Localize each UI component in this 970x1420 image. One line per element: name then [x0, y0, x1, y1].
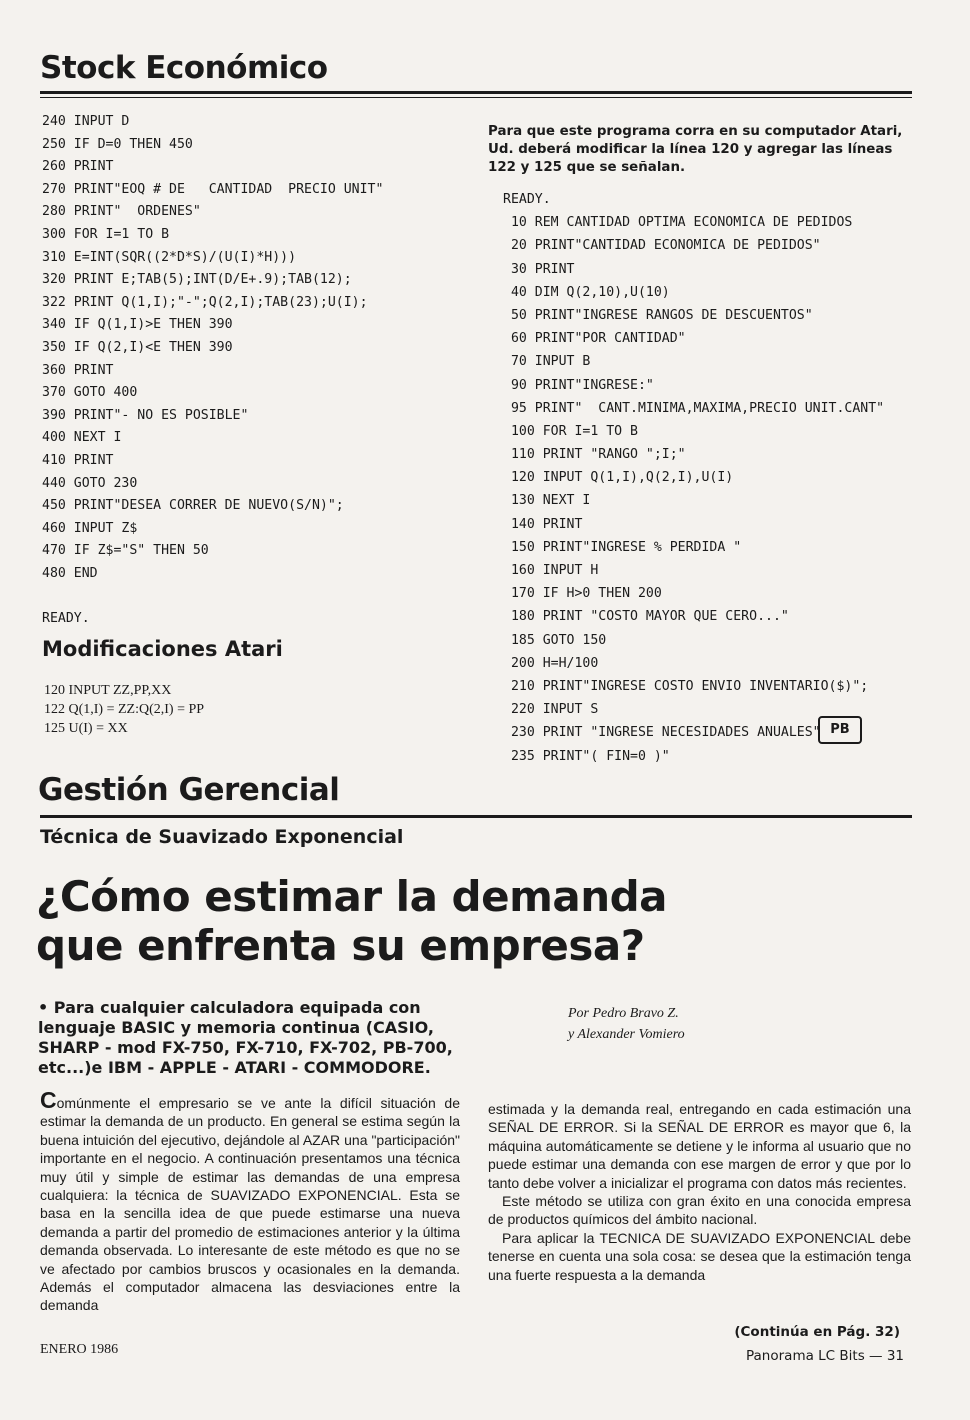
modificacion-line: 122 Q(1,I) = ZZ:Q(2,I) = PP — [44, 702, 205, 717]
byline-author-2: y Alexander Vomiero — [568, 1027, 685, 1042]
modificacion-line: 120 INPUT ZZ,PP,XX — [44, 683, 172, 698]
code-line: 360 PRINT — [42, 362, 114, 378]
code-line: 220 INPUT S — [503, 702, 599, 718]
code-line: 20 PRINT"CANTIDAD ECONOMICA DE PEDIDOS" — [503, 238, 821, 254]
footer-date: ENERO 1986 — [40, 1342, 119, 1357]
code-line: 440 GOTO 230 — [42, 475, 138, 491]
code-line: 400 NEXT I — [42, 430, 122, 446]
code-line: 320 PRINT E;TAB(5);INT(D/E+.9);TAB(12); — [42, 272, 352, 288]
modificacion-line: 125 U(I) = XX — [44, 721, 128, 736]
code-line: 390 PRINT"- NO ES POSIBLE" — [42, 407, 249, 423]
code-line: 460 INPUT Z$ — [42, 520, 138, 536]
code-line: 30 PRINT — [503, 261, 575, 277]
code-line: 322 PRINT Q(1,I);"-";Q(2,I);TAB(23);U(I); — [42, 294, 368, 310]
section-title-stock: Stock Económico — [40, 50, 328, 86]
code-line: 150 PRINT"INGRESE % PERDIDA " — [503, 539, 742, 555]
byline — [568, 1003, 685, 1045]
code-line: 185 GOTO 150 — [503, 632, 607, 648]
drop-cap: C — [40, 1087, 57, 1113]
title-rule-thin — [40, 97, 912, 98]
code-line: 140 PRINT — [503, 516, 583, 532]
code-line: 170 IF H>0 THEN 200 — [503, 586, 662, 602]
footer-page: Panorama LC Bits — 31 — [746, 1348, 904, 1364]
code-line: 180 PRINT "COSTO MAYOR QUE CERO..." — [503, 609, 789, 625]
code-line: 250 IF D=0 THEN 450 — [42, 136, 193, 152]
code-line: 310 E=INT(SQR((2*D*S)/(U(I)*H))) — [42, 249, 297, 265]
code-line: 280 PRINT" ORDENES" — [42, 204, 201, 220]
code-line: 100 FOR I=1 TO B — [503, 423, 638, 439]
code-line: 340 IF Q(1,I)>E THEN 390 — [42, 317, 233, 333]
code-line: 120 INPUT Q(1,I),Q(2,I),U(I) — [503, 470, 734, 486]
code-line: 480 END — [42, 565, 98, 581]
lead-paragraph: • Para cualquier calculadora equipada con lenguaje BASIC y memoria continua (CASIO, SHARP - mod FX-750, FX-710, FX-702, PB-700, etc...)e IBM - APPLE - ATARI - COMMODORE. — [38, 998, 453, 1077]
code-line: 40 DIM Q(2,10),U(10) — [503, 284, 670, 300]
section-title-gestion: Gestión Gerencial — [38, 772, 340, 808]
title-rule — [40, 91, 912, 94]
code-line: 450 PRINT"DESEA CORRER DE NUEVO(S/N)"; — [42, 498, 344, 514]
code-line: 260 PRINT — [42, 159, 114, 175]
code-line: 60 PRINT"POR CANTIDAD" — [503, 331, 686, 347]
code-line: 230 PRINT "INGRESE NECESIDADES ANUALES" — [503, 725, 821, 741]
pb-badge: PB — [818, 716, 862, 744]
code-line — [42, 585, 383, 608]
code-line: 240 INPUT D — [42, 114, 130, 129]
code-line: 350 IF Q(2,I)<E THEN 390 — [42, 339, 233, 355]
code-line: 95 PRINT" CANT.MINIMA,MAXIMA,PRECIO UNIT.CANT" — [503, 400, 885, 416]
headline-line-1: ¿Cómo estimar la demanda — [36, 872, 668, 921]
code-line: 10 REM CANTIDAD OPTIMA ECONOMICA DE PEDIDOS — [503, 215, 853, 231]
modificaciones-title: Modificaciones Atari — [42, 637, 283, 661]
code-line: 270 PRINT"EOQ # DE CANTIDAD PRECIO UNIT" — [42, 181, 384, 197]
atari-note: Para que este programa corra en su computador Atari, Ud. deberá modificar la línea 120 y agregar las líneas 122 y 125 que se señalan. — [488, 124, 903, 175]
gestion-rule — [40, 815, 912, 818]
code-line: READY. — [503, 192, 551, 207]
body-right-p3: Para aplicar la TECNICA DE SUAVIZADO EXPONENCIAL debe tenerse en cuenta una sola cosa: se desea que la estimación tenga una fuerte respuesta a la demanda — [488, 1229, 911, 1283]
code-line: 235 PRINT"( FIN=0 )" — [503, 748, 670, 764]
code-line: READY. — [42, 611, 90, 627]
code-line: 410 PRINT — [42, 452, 114, 468]
body-column-left — [40, 1087, 460, 1315]
code-line: 90 PRINT"INGRESE:" — [503, 377, 654, 393]
headline — [36, 872, 667, 970]
code-line: 210 PRINT"INGRESE COSTO ENVIO INVENTARIO($)"; — [503, 678, 869, 694]
code-line: 70 INPUT B — [503, 354, 591, 370]
stock-code-listing — [42, 111, 383, 631]
code-line: 160 INPUT H — [503, 563, 599, 578]
subtitle-tecnica: Técnica de Suavizado Exponencial — [40, 826, 404, 848]
code-line: 110 PRINT "RANGO ";I;" — [503, 447, 686, 463]
body-right-p1: estimada y la demanda real, entregando en cada estimación una SEÑAL DE ERROR. Si la SEÑAL DE ERROR es mayor que 6, la máquina automáticamente se detiene y le informa al usuario que no puede estimar una demanda con ese margen de error y que por lo tanto debe volver a inicializar el programa con datos más recientes. — [488, 1101, 911, 1191]
code-line: 50 PRINT"INGRESE RANGOS DE DESCUENTOS" — [503, 307, 813, 323]
body-column-right — [488, 1100, 911, 1284]
code-line: 130 NEXT I — [503, 493, 591, 509]
body-right-p2: Este método se utiliza con gran éxito en una conocida empresa de productos químicos del ámbito nacional. — [488, 1193, 911, 1228]
continued-note: (Continúa en Pág. 32) — [734, 1324, 900, 1340]
byline-author-1: Por Pedro Bravo Z. — [568, 1006, 679, 1021]
atari-code-listing — [503, 188, 884, 768]
body-left-text: omúnmente el empresario se ve ante la difícil situación de estimar la demanda de un producto. En general se estima según la buena intuición del ejecutivo, dejándole al AZAR una "participación" importante en el negocio. A continuación presentamos una técnica muy útil y simple de estimar las demandas de una empresa cualquiera: la técnica de SUAVIZADO EXPONENCIAL. Esta se basa en la sencilla idea de que puede estimarse una nueva demanda a partir del promedio de estimaciones anterior y la última demanda observada. Lo interesante de este método es que no se ve afectado por cambios bruscos y ocasionales en la demanda. Además el computador almacena las desviaciones entre la demanda — [40, 1095, 460, 1314]
modificaciones-lines — [44, 681, 204, 738]
code-line: 300 FOR I=1 TO B — [42, 226, 170, 242]
code-line: 470 IF Z$="S" THEN 50 — [42, 543, 209, 559]
headline-line-2: que enfrenta su empresa? — [36, 921, 645, 970]
code-line: 370 GOTO 400 — [42, 385, 138, 401]
code-line: 200 H=H/100 — [503, 655, 599, 671]
